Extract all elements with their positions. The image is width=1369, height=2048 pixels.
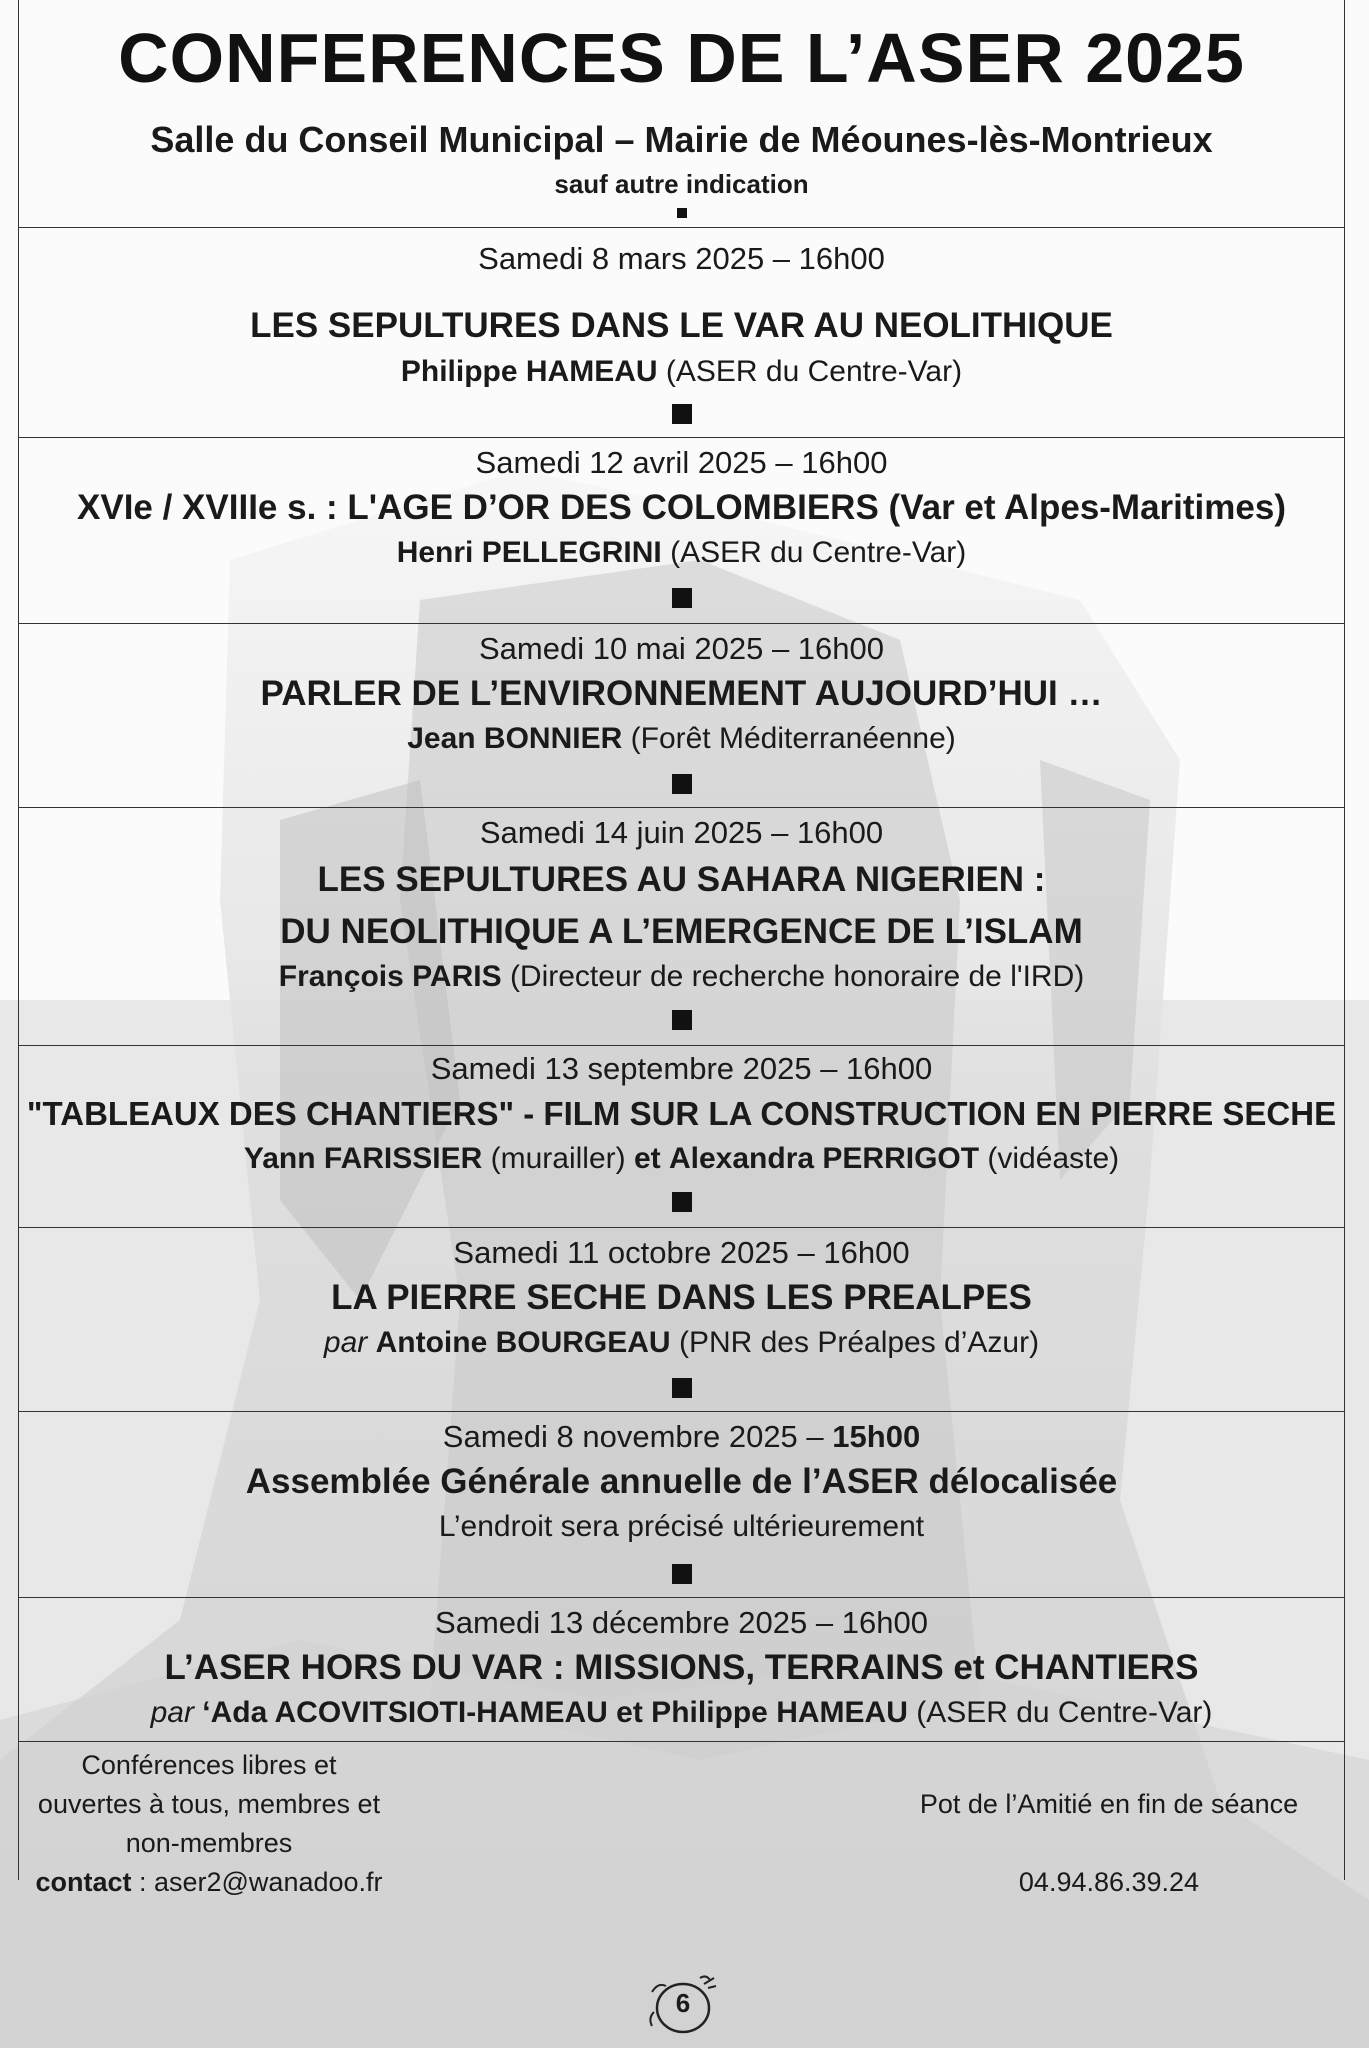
speaker-name: Philippe HAMEAU	[400, 355, 658, 388]
contact-email[interactable]: : aser2@wanadoo.fr	[131, 1867, 383, 1897]
event-6	[19, 1228, 1344, 1412]
separator-square-icon	[672, 1564, 692, 1584]
event-speaker	[19, 1324, 1344, 1362]
footer	[19, 1742, 1344, 1897]
pot-amitie: Pot de l’Amitié en fin de séance	[919, 1789, 1299, 1819]
header	[19, 0, 1344, 228]
event-date-prefix: Samedi 8 novembre 2025 –	[442, 1419, 824, 1454]
program-frame	[18, 0, 1345, 1897]
page-title: CONFERENCES DE L’ASER 2025	[118, 19, 1245, 97]
event-title: PARLER DE L’ENVIRONNEMENT AUJOURD’HUI …	[260, 674, 1103, 713]
speaker-affiliation: (ASER du Centre-Var)	[916, 1696, 1213, 1729]
event-date: Samedi 12 avril 2025 – 16h00	[475, 445, 888, 480]
separator-square-icon	[672, 1192, 692, 1212]
speaker-prefix: par	[323, 1326, 368, 1359]
venue-note: sauf autre indication	[554, 169, 809, 199]
event-speakers	[19, 1140, 1344, 1178]
speaker-prefix: par	[150, 1696, 194, 1729]
speaker-name: François PARIS	[278, 960, 502, 993]
speaker-2-role: (vidéaste)	[987, 1142, 1120, 1175]
event-2	[19, 438, 1344, 624]
contact-label: contact	[35, 1867, 132, 1897]
event-5	[19, 1046, 1344, 1228]
separator-square-icon	[672, 1378, 692, 1398]
speaker-affiliation: (ASER du Centre-Var)	[670, 536, 967, 569]
event-title	[19, 486, 1344, 530]
event-title: LES SEPULTURES DANS LE VAR AU NEOLITHIQUE	[250, 306, 1113, 345]
page-number-badge	[638, 1968, 728, 2038]
page-number: 6	[675, 1988, 691, 2018]
event-date: Samedi 11 octobre 2025 – 16h00	[453, 1235, 910, 1270]
phone-number[interactable]: 04.94.86.39.24	[1018, 1867, 1200, 1897]
event-speaker	[19, 534, 1344, 572]
event-date: Samedi 13 septembre 2025 – 16h00	[430, 1051, 933, 1086]
event-speaker	[19, 958, 1344, 996]
speaker-2-name: Alexandra PERRIGOT	[668, 1142, 980, 1175]
event-speaker	[19, 353, 1344, 391]
event-4	[19, 808, 1344, 1046]
event-title-main: XVIe / XVIIIe s. : L'AGE D’OR DES COLOMBIERS	[77, 488, 879, 527]
event-date: Samedi 10 mai 2025 – 16h00	[478, 631, 884, 666]
speaker-names: ‘Ada ACOVITSIOTI-HAMEAU et Philippe HAMEAU	[202, 1696, 908, 1729]
event-date: Samedi 14 juin 2025 – 16h00	[479, 815, 884, 850]
event-7	[19, 1412, 1344, 1598]
speaker-name: Henri PELLEGRINI	[396, 536, 662, 569]
event-date: Samedi 8 mars 2025 – 16h00	[478, 241, 885, 276]
event-title-line-2: DU NEOLITHIQUE A L’EMERGENCE DE L’ISLAM	[280, 912, 1083, 951]
event-3	[19, 624, 1344, 808]
event-1	[19, 228, 1344, 438]
separator-square-icon	[672, 774, 692, 794]
speaker-affiliation: (ASER du Centre-Var)	[665, 355, 963, 388]
separator-square-icon	[672, 588, 692, 608]
event-date	[19, 1418, 1344, 1456]
event-speaker	[19, 1694, 1344, 1732]
event-time: 15h00	[832, 1419, 921, 1454]
speaker-1-name: Yann FARISSIER	[243, 1142, 483, 1175]
event-title: L’ASER HORS DU VAR : MISSIONS, TERRAINS et CHANTIERS	[164, 1648, 1199, 1687]
speaker-name: Jean BONNIER	[407, 722, 623, 755]
access-line-2: ouvertes à tous, membres et	[37, 1789, 381, 1819]
event-title-suffix: (Var et Alpes-Maritimes)	[888, 488, 1286, 527]
event-title: LA PIERRE SECHE DANS LES PREALPES	[331, 1278, 1032, 1317]
event-8	[19, 1598, 1344, 1742]
separator-square-icon	[677, 208, 687, 218]
event-note: L’endroit sera précisé ultérieurement	[438, 1510, 925, 1543]
access-line-3: non-membres	[125, 1828, 293, 1858]
access-line-1: Conférences libres et	[81, 1750, 337, 1780]
separator-square-icon	[672, 404, 692, 424]
speaker-affiliation: (PNR des Préalpes d’Azur)	[678, 1326, 1040, 1359]
speaker-affiliation: (Directeur de recherche honoraire de l'IRD)	[509, 960, 1085, 993]
event-title-line-1: LES SEPULTURES AU SAHARA NIGERIEN :	[317, 860, 1046, 899]
event-date: Samedi 13 décembre 2025 – 16h00	[435, 1605, 928, 1640]
contact-line	[19, 1863, 399, 1902]
venue: Salle du Conseil Municipal – Mairie de Méounes-lès-Montrieux	[150, 119, 1213, 160]
separator-square-icon	[672, 1010, 692, 1030]
speaker-name: Antoine BOURGEAU	[375, 1326, 671, 1359]
speaker-conjunction: et	[633, 1142, 661, 1175]
speaker-affiliation: (Forêt Méditerranéenne)	[630, 722, 956, 755]
event-title: Assemblée Générale annuelle de l’ASER délocalisée	[245, 1462, 1118, 1501]
speaker-1-role: (murailler)	[490, 1142, 626, 1175]
event-title: "TABLEAUX DES CHANTIERS" - FILM SUR LA CONSTRUCTION EN PIERRE SECHE	[26, 1095, 1337, 1132]
event-speaker	[19, 720, 1344, 758]
